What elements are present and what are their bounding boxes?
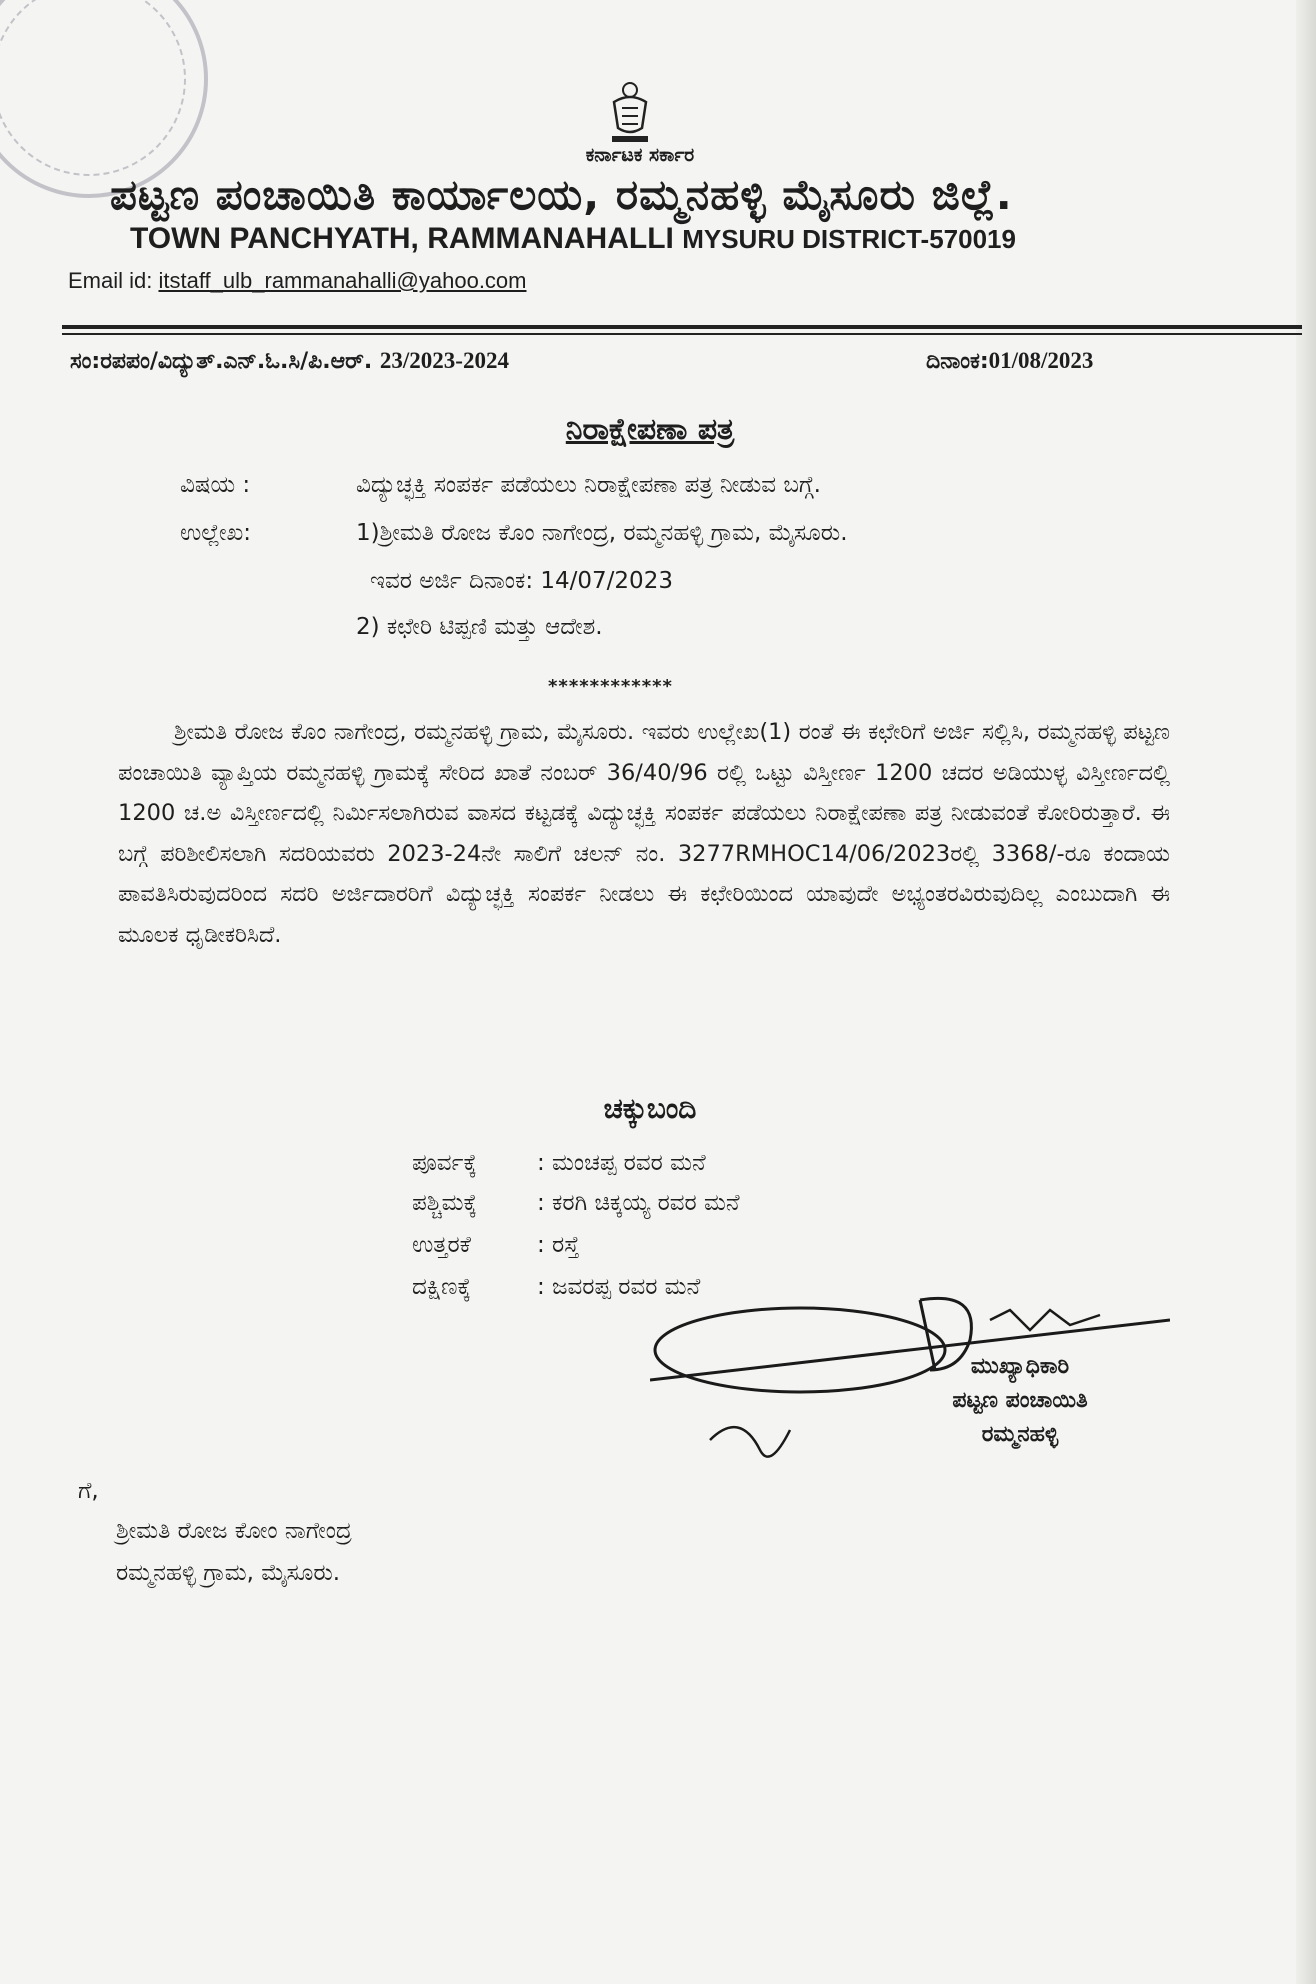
separator-stars: ************ xyxy=(548,676,673,697)
reference-prefix: ಸಂ:ರಪಪಂ/ವಿದ್ಯುತ್.ಎನ್.ಓ.ಸಿ/ಪಿ.ಆರ್. xyxy=(70,349,373,374)
letter-date xyxy=(926,348,1093,374)
reference-item-2: 2) ಕಛೇರಿ ಟಿಪ್ಪಣಿ ಮತ್ತು ಆದೇಶ. xyxy=(356,614,603,640)
signatory-place: ರಮ್ಮನಹಳ್ಳಿ xyxy=(981,1422,1059,1447)
office-title-kannada: ಪಟ್ಟಣ ಪಂಚಾಯಿತಿ ಕಾರ್ಯಾಲಯ, ರಮ್ಮನಹಳ್ಳಿ ಮೈಸೂರು ಜಿಲ್ಲೆ. xyxy=(110,170,1013,219)
recipient-name: ಶ್ರೀಮತಿ ರೋಜ ಕೋಂ ನಾಗೇಂದ್ರ xyxy=(116,1518,352,1544)
reference-value: 23/2023-2024 xyxy=(379,348,509,373)
boundary-north-value: : ರಸ್ತೆ xyxy=(537,1232,580,1258)
government-name: ಕರ್ನಾಟಕ ಸರ್ಕಾರ xyxy=(585,144,695,166)
office-name-english: TOWN PANCHYATH, RAMMANAHALLI xyxy=(130,222,674,255)
boundary-west-value: : ಕರಗಿ ಚಿಕ್ಕಯ್ಯ ರವರ ಮನೆ xyxy=(537,1190,740,1216)
signatory-designation: ಮುಖ್ಯಾಧಿಕಾರಿ xyxy=(970,1354,1070,1379)
date-value: 01/08/2023 xyxy=(988,348,1094,373)
office-title-english xyxy=(130,222,1130,256)
boundaries-title: ಚಕ್ಕುಬಂದಿ xyxy=(603,1092,697,1125)
boundary-west-label: ಪಶ್ಚಿಮಕ್ಕೆ xyxy=(412,1190,477,1216)
reference-item-1-date: ಇವರ ಅರ್ಜಿ ದಿನಾಂಕ: 14/07/2023 xyxy=(370,568,673,594)
email-label: Email id: xyxy=(68,268,153,293)
email-address: itstaff_ulb_rammanahalli@yahoo.com xyxy=(158,268,527,293)
header-divider-thin xyxy=(62,333,1302,335)
reference-number xyxy=(70,348,509,374)
letter-body xyxy=(118,712,1170,955)
boundary-west xyxy=(412,1190,740,1216)
references-label: ಉಲ್ಲೇಖ: xyxy=(180,520,251,546)
boundary-north-label: ಉತ್ತರಕೆ xyxy=(412,1232,471,1258)
boundary-east xyxy=(412,1150,706,1176)
date-label: ದಿನಾಂಕ: xyxy=(926,349,989,374)
email-line xyxy=(68,268,527,294)
signatory-block xyxy=(880,1350,1160,1452)
boundary-east-value: : ಮಂಚಪ್ಪ ರವರ ಮನೆ xyxy=(537,1150,706,1176)
document-title: ನಿರಾಕ್ಷೇಪಣಾ ಪತ್ರ xyxy=(565,412,735,447)
recipient-place: ರಮ್ಮನಹಳ್ಳಿ ಗ್ರಾಮ, ಮೈಸೂರು. xyxy=(116,1560,341,1586)
body-paragraph: ಶ್ರೀಮತಿ ರೋಜ ಕೊಂ ನಾಗೇಂದ್ರ, ರಮ್ಮನಹಳ್ಳಿ ಗ್ರಾಮ, ಮೈಸೂರು. ಇವರು ಉಲ್ಲೇಖ(1) ರಂತೆ ಈ ಕಛೇರಿಗೆ ಅರ್ಜಿ ಸಲ್ಲಿಸಿ, ರಮ್ಮನಹಳ್ಳಿ ಪಟ್ಟಣ ಪಂಚಾಯಿತಿ ವ್ಯಾಪ್ತಿಯ ರಮ್ಮನಹಳ್ಳಿ ಗ್ರಾಮಕ್ಕೆ ಸೇರಿದ ಖಾತೆ ನಂಬರ್ 36/40/96 ರಲ್ಲಿ ಒಟ್ಟು ವಿಸ್ತೀರ್ಣ 1200 ಚದರ ಅಡಿಯುಳ್ಳ ವಿಸ್ತೀರ್ಣದಲ್ಲಿ 1200 ಚ.ಅ ವಿಸ್ತೀರ್ಣದಲ್ಲಿ ನಿರ್ಮಿಸಲಾಗಿರುವ ವಾಸದ ಕಟ್ಟಡಕ್ಕೆ ವಿದ್ಯುಚ್ಛಕ್ತಿ ಸಂಪರ್ಕ ಪಡೆಯಲು ನಿರಾಕ್ಷೇಪಣಾ ಪತ್ರ ನೀಡುವಂತೆ ಕೋರಿರುತ್ತಾರೆ. ಈ ಬಗ್ಗೆ ಪರಿಶೀಲಿಸಲಾಗಿ ಸದರಿಯವರು 2023-24ನೇ ಸಾಲಿಗೆ ಚಲನ್ ನಂ. 3277RMHOC14/06/2023ರಲ್ಲಿ 3368/-ರೂ ಕಂದಾಯ ಪಾವತಿಸಿರುವುದರಿಂದ ಸದರಿ ಅರ್ಜಿದಾರರಿಗೆ ವಿದ್ಯುಚ್ಛಕ್ತಿ ಸಂಪರ್ಕ ನೀಡಲು ಈ ಕಛೇರಿಯಿಂದ ಯಾವುದೇ ಅಭ್ಯಂತರವಿರುವುದಿಲ್ಲ ಎಂಬುದಾಗಿ ಈ ಮೂಲಕ ಧೃಡೀಕರಿಸಿದೆ. xyxy=(118,719,1170,948)
office-seal-stamp xyxy=(0,0,208,198)
header-divider-thick xyxy=(62,325,1302,329)
page-edge-shadow xyxy=(1296,0,1316,1984)
subject-label: ವಿಷಯ : xyxy=(180,472,251,498)
recipient-label: ಗೆ, xyxy=(78,1478,99,1504)
state-emblem-icon xyxy=(600,78,660,148)
boundary-south-label: ದಕ್ಷಿಣಕ್ಕೆ xyxy=(412,1274,471,1300)
boundary-north xyxy=(412,1232,579,1258)
boundary-south-value: : ಜವರಪ್ಪ ರವರ ಮನೆ xyxy=(537,1274,701,1300)
boundary-east-label: ಪೂರ್ವಕ್ಕೆ xyxy=(412,1150,477,1176)
district-english: MYSURU DISTRICT-570019 xyxy=(682,224,1016,254)
reference-item-1: 1)ಶ್ರೀಮತಿ ರೋಜ ಕೊಂ ನಾಗೇಂದ್ರ, ರಮ್ಮನಹಳ್ಳಿ ಗ್ರಾಮ, ಮೈಸೂರು. xyxy=(356,520,848,546)
signatory-office: ಪಟ್ಟಣ ಪಂಚಾಯಿತಿ xyxy=(952,1388,1088,1413)
subject-text: ವಿದ್ಯುಚ್ಛಕ್ತಿ ಸಂಪರ್ಕ ಪಡೆಯಲು ನಿರಾಕ್ಷೇಪಣಾ ಪತ್ರ ನೀಡುವ ಬಗ್ಗೆ. xyxy=(356,472,821,498)
